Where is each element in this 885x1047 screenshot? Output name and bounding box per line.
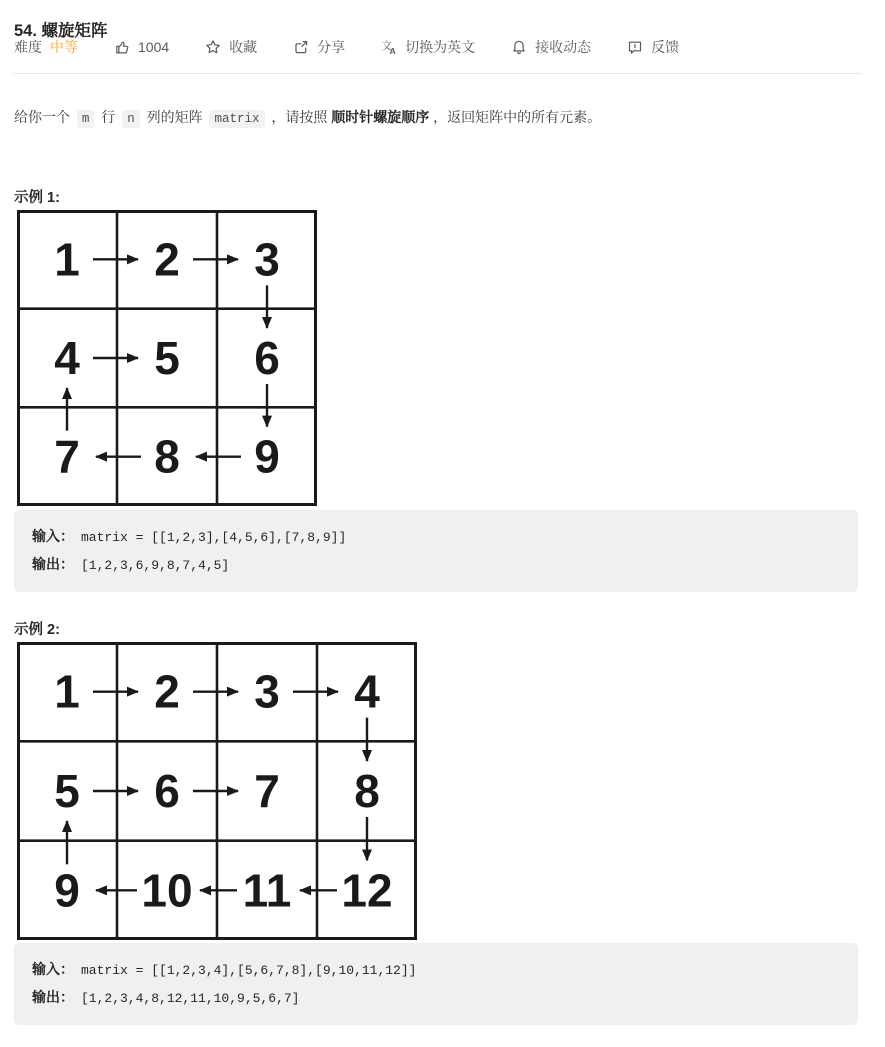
output-value: [1,2,3,6,9,8,7,4,5]: [81, 558, 230, 573]
svg-text:6: 6: [254, 332, 280, 384]
desc-text: ，返回矩阵中的所有元素。: [433, 109, 602, 125]
svg-text:1: 1: [54, 665, 80, 718]
feedback-button[interactable]: [627, 37, 679, 57]
svg-text:3: 3: [254, 233, 280, 286]
example-2-diagram: [17, 642, 417, 945]
svg-text:4: 4: [54, 332, 80, 384]
favorite-button[interactable]: [205, 37, 257, 57]
thumbs-up-icon: [114, 39, 130, 55]
input-label: 输入：: [32, 528, 74, 544]
svg-text:8: 8: [354, 765, 380, 817]
example-2-io-block: [14, 943, 858, 1025]
input-label: 输入：: [32, 961, 74, 977]
svg-text:3: 3: [254, 665, 280, 718]
example-1-output-line: [32, 551, 840, 579]
example-1-io-block: [14, 510, 858, 592]
svg-text:10: 10: [141, 864, 193, 917]
translate-icon: [381, 39, 397, 55]
subscribe-button[interactable]: [511, 37, 591, 57]
svg-text:9: 9: [254, 430, 280, 483]
svg-text:2: 2: [154, 665, 180, 718]
output-value: [1,2,3,4,8,12,11,10,9,5,6,7]: [81, 991, 300, 1006]
svg-text:8: 8: [154, 430, 180, 483]
inline-code-m: m: [77, 110, 95, 128]
example-2-input-line: [32, 956, 840, 984]
inline-code-n: n: [122, 110, 140, 128]
difficulty: [14, 37, 78, 57]
example-1-heading: 示例 1:: [14, 189, 60, 206]
spiral-grid-3x3: [17, 210, 317, 506]
divider: [14, 73, 862, 74]
example-1-diagram: [17, 210, 317, 511]
desc-text: ，请按照: [271, 109, 328, 125]
svg-text:文: 文: [381, 40, 393, 52]
svg-text:A: A: [389, 45, 396, 55]
difficulty-label: 难度: [14, 39, 42, 55]
svg-text:5: 5: [154, 332, 180, 384]
svg-text:9: 9: [54, 864, 80, 917]
switch-language-button[interactable]: [381, 37, 475, 57]
input-value: matrix = [[1,2,3,4],[5,6,7,8],[9,10,11,12]]: [81, 963, 417, 978]
svg-text:4: 4: [354, 665, 380, 718]
svg-text:5: 5: [54, 765, 80, 817]
desc-text: 列的矩阵: [146, 109, 203, 125]
star-icon: [205, 39, 221, 55]
share-label: 分享: [317, 39, 346, 55]
output-label: 输出：: [32, 556, 74, 572]
example-1-input-line: [32, 523, 840, 551]
desc-bold-text: 顺时针螺旋顺序: [331, 109, 430, 125]
svg-text:12: 12: [341, 864, 393, 917]
inline-code-matrix: matrix: [209, 110, 264, 128]
share-icon: [293, 39, 309, 55]
feedback-icon: [627, 39, 643, 55]
likes-count: 1004: [138, 39, 170, 55]
spiral-grid-3x4: [17, 642, 417, 940]
problem-description: [14, 106, 854, 131]
subscribe-label: 接收动态: [535, 39, 592, 55]
page-title: 54. 螺旋矩阵: [14, 22, 108, 41]
svg-text:7: 7: [54, 430, 80, 483]
desc-text: 给你一个: [14, 109, 70, 125]
desc-text: 行: [101, 109, 116, 125]
svg-text:6: 6: [154, 765, 180, 817]
input-value: matrix = [[1,2,3],[4,5,6],[7,8,9]]: [81, 530, 347, 545]
share-button[interactable]: [293, 37, 345, 57]
example-2-heading: 示例 2:: [14, 621, 60, 638]
meta-toolbar: [14, 37, 679, 57]
example-2-output-line: [32, 984, 840, 1012]
svg-text:2: 2: [154, 233, 180, 286]
svg-text:1: 1: [54, 233, 80, 286]
favorite-label: 收藏: [229, 39, 258, 55]
switch-language-label: 切换为英文: [405, 39, 476, 55]
output-label: 输出：: [32, 989, 74, 1005]
feedback-label: 反馈: [651, 39, 680, 55]
like-button[interactable]: [114, 39, 169, 55]
svg-text:11: 11: [242, 864, 292, 917]
difficulty-value: 中等: [50, 39, 78, 55]
svg-text:7: 7: [254, 765, 280, 817]
bell-icon: [511, 39, 527, 55]
